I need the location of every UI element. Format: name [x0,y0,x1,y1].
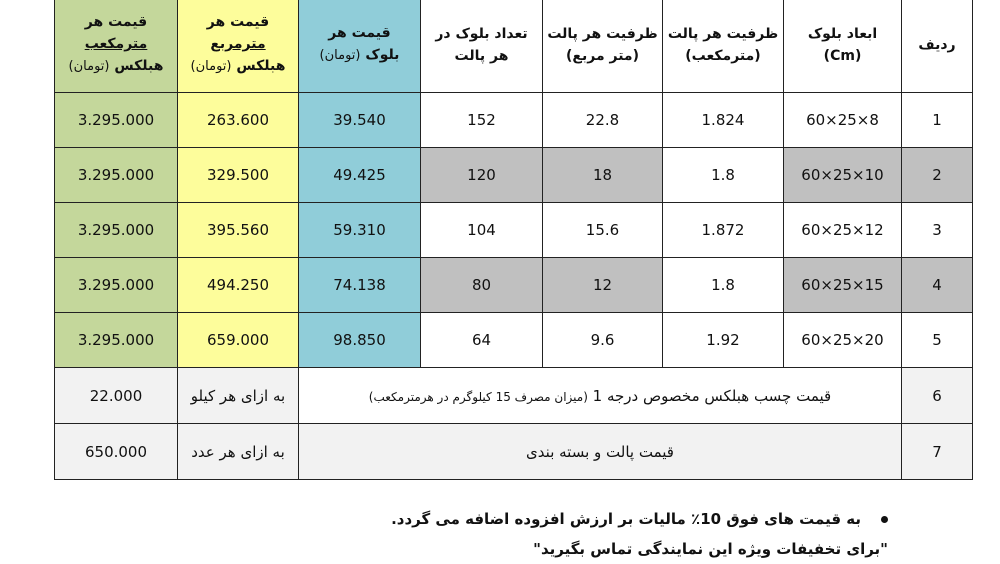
pallet-m2-cell: 12 [543,258,663,313]
header-dimensions: ابعاد بلوک (Cm) [784,0,902,93]
row-number-cell: 1 [902,93,973,148]
price-block-cell: 39.540 [299,93,421,148]
header-price-m3: قیمت هر مترمکعب هبلکس (تومان) [55,0,178,93]
price-block-cell: 98.850 [299,313,421,368]
price-m3-cell: 3.295.000 [55,148,178,203]
glue-unit-cell: به ازای هر کیلو [178,368,299,424]
dimension-cell: 60×25×8 [784,93,902,148]
blocks-cell: 120 [421,148,543,203]
dimension-cell: 60×25×12 [784,203,902,258]
price-m2-cell: 659.000 [178,313,299,368]
pallet-m3-cell: 1.872 [663,203,784,258]
blocks-cell: 104 [421,203,543,258]
footnotes [391,504,888,564]
glue-description-cell: قیمت چسب هبلکس مخصوص درجه 1 (میزان مصرف 15 کیلوگرم در هرمترمکعب) [299,368,902,424]
price-m3-cell: 3.295.000 [55,258,178,313]
header-price-m2: قیمت هر مترمربع هبلکس (تومان) [178,0,299,93]
bullet-icon [881,516,888,523]
header-row-number: ردیف [902,0,973,93]
header-blocks-per-pallet: تعداد بلوک در هر پالت [421,0,543,93]
pallet-description-cell: قیمت پالت و بسته بندی [299,424,902,480]
pallet-m3-cell: 1.8 [663,148,784,203]
price-m3-cell: 3.295.000 [55,93,178,148]
dimension-cell: 60×25×10 [784,148,902,203]
table-row [55,313,973,368]
table-row-pallet [55,424,973,480]
pallet-m3-cell: 1.92 [663,313,784,368]
discount-note: "برای تخفیفات ویژه این نمایندگی تماس بگیرید" [533,540,888,558]
table-row-glue [55,368,973,424]
dimension-cell: 60×25×20 [784,313,902,368]
pallet-m2-cell: 9.6 [543,313,663,368]
price-m3-cell: 3.295.000 [55,313,178,368]
dimension-cell: 60×25×15 [784,258,902,313]
row-number-cell: 5 [902,313,973,368]
header-price-block: قیمت هر بلوک (تومان) [299,0,421,93]
header-row [55,0,973,93]
pallet-m2-cell: 22.8 [543,93,663,148]
row-number-cell: 7 [902,424,973,480]
pallet-m3-cell: 1.8 [663,258,784,313]
price-table [54,0,973,480]
row-number-cell: 6 [902,368,973,424]
price-m2-cell: 329.500 [178,148,299,203]
table-row [55,203,973,258]
pallet-unit-cell: به ازای هر عدد [178,424,299,480]
glue-price-cell: 22.000 [55,368,178,424]
price-m2-cell: 395.560 [178,203,299,258]
tax-note: به قیمت های فوق 10٪ مالیات بر ارزش افزوده اضافه می گردد. [391,504,888,534]
table-row [55,258,973,313]
blocks-cell: 64 [421,313,543,368]
pallet-price-cell: 650.000 [55,424,178,480]
price-m2-cell: 494.250 [178,258,299,313]
blocks-cell: 80 [421,258,543,313]
pallet-m3-cell: 1.824 [663,93,784,148]
pallet-m2-cell: 18 [543,148,663,203]
table-row [55,93,973,148]
pallet-m2-cell: 15.6 [543,203,663,258]
price-m3-cell: 3.295.000 [55,203,178,258]
header-pallet-m2: ظرفیت هر پالت (متر مربع) [543,0,663,93]
row-number-cell: 3 [902,203,973,258]
row-number-cell: 4 [902,258,973,313]
header-pallet-m3: ظرفیت هر پالت (مترمکعب) [663,0,784,93]
price-block-cell: 49.425 [299,148,421,203]
price-m2-cell: 263.600 [178,93,299,148]
table-row [55,148,973,203]
row-number-cell: 2 [902,148,973,203]
price-block-cell: 74.138 [299,258,421,313]
blocks-cell: 152 [421,93,543,148]
price-block-cell: 59.310 [299,203,421,258]
